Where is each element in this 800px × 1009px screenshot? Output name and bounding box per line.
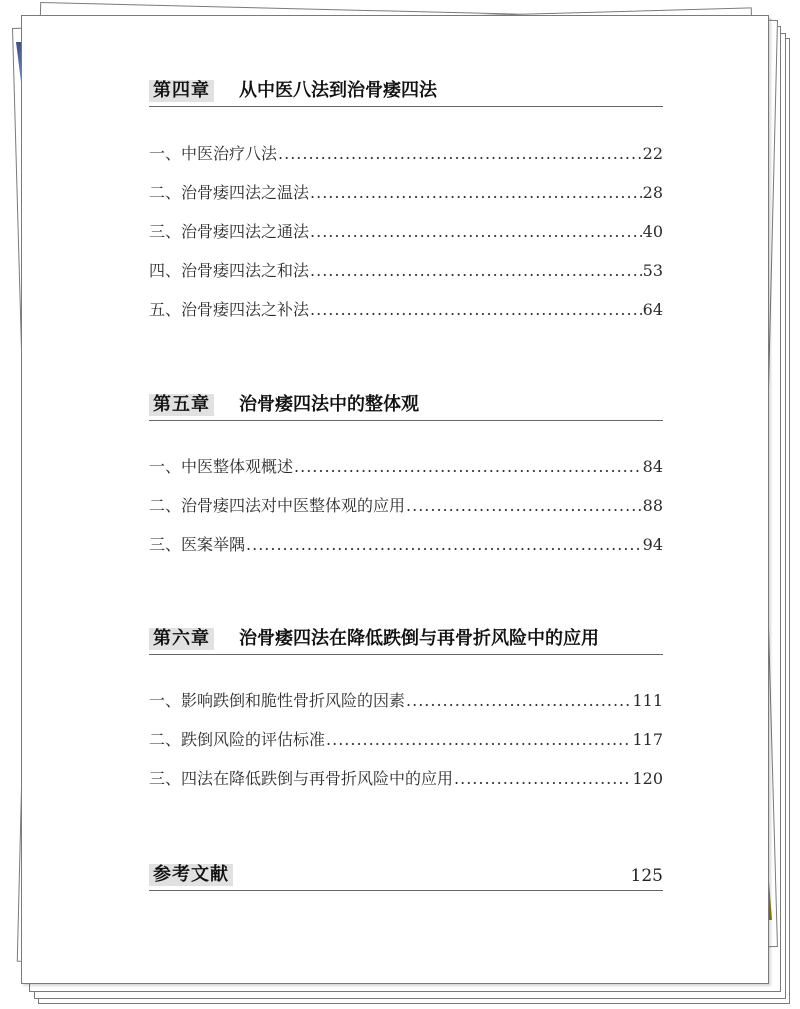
chapter-label: 第五章 [149,394,214,416]
chapter-heading [149,78,663,107]
toc-entry[interactable] [149,534,663,556]
entry-page-number: 64 [642,300,663,319]
dot-leader [310,221,642,243]
entry-page-number: 28 [642,183,663,202]
toc-entry[interactable] [149,456,663,478]
dot-leader [326,729,631,751]
toc-entry[interactable] [149,143,663,165]
toc-entry[interactable] [149,182,663,204]
entry-page-number: 120 [632,769,663,788]
dot-leader [246,534,642,556]
toc-entry[interactable] [149,690,663,712]
entry-label: 四、治骨痿四法之和法 [149,261,310,280]
chapter-heading [149,392,663,421]
entry-label: 一、中医治疗八法 [149,144,278,163]
entry-page-number: 88 [642,496,663,515]
entry-label: 五、治骨痿四法之补法 [149,300,310,319]
dot-leader [310,260,642,282]
entry-page-number: 94 [642,535,663,554]
chapter-label: 第四章 [149,80,214,102]
chapter-title: 从中医八法到治骨痿四法 [239,80,437,101]
dot-leader [406,495,642,517]
dot-leader [406,690,631,712]
toc-entry[interactable] [149,495,663,517]
toc-entry[interactable] [149,729,663,751]
dot-leader [454,768,631,790]
references-page-number: 125 [630,866,663,886]
entry-label: 二、治骨痿四法对中医整体观的应用 [149,496,406,515]
toc-entry[interactable] [149,221,663,243]
references-heading[interactable] [149,862,663,891]
toc-entry[interactable] [149,768,663,790]
chapter-label: 第六章 [149,628,214,650]
chapter-title: 治骨痿四法在降低跌倒与再骨折风险中的应用 [239,628,599,649]
entry-page-number: 117 [632,730,663,749]
entry-label: 三、四法在降低跌倒与再骨折风险中的应用 [149,769,454,788]
entry-label: 一、中医整体观概述 [149,457,294,476]
entry-label: 二、跌倒风险的评估标准 [149,730,326,749]
entry-page-number: 53 [642,261,663,280]
entry-label: 三、治骨痿四法之通法 [149,222,310,241]
toc-page [21,15,769,984]
entry-label: 二、治骨痿四法之温法 [149,183,310,202]
entry-page-number: 111 [632,691,663,710]
entry-label: 一、影响跌倒和脆性骨折风险的因素 [149,691,406,710]
dot-leader [278,143,642,165]
chapter-heading [149,626,663,655]
dot-leader [310,299,642,321]
entry-page-number: 84 [642,457,663,476]
toc-entry[interactable] [149,299,663,321]
dot-leader [310,182,642,204]
chapter-title: 治骨痿四法中的整体观 [239,394,419,415]
entry-page-number: 40 [642,222,663,241]
dot-leader [294,456,642,478]
toc-entry[interactable] [149,260,663,282]
references-label: 参考文献 [149,864,233,886]
entry-page-number: 22 [642,144,663,163]
entry-label: 三、医案举隅 [149,535,246,554]
